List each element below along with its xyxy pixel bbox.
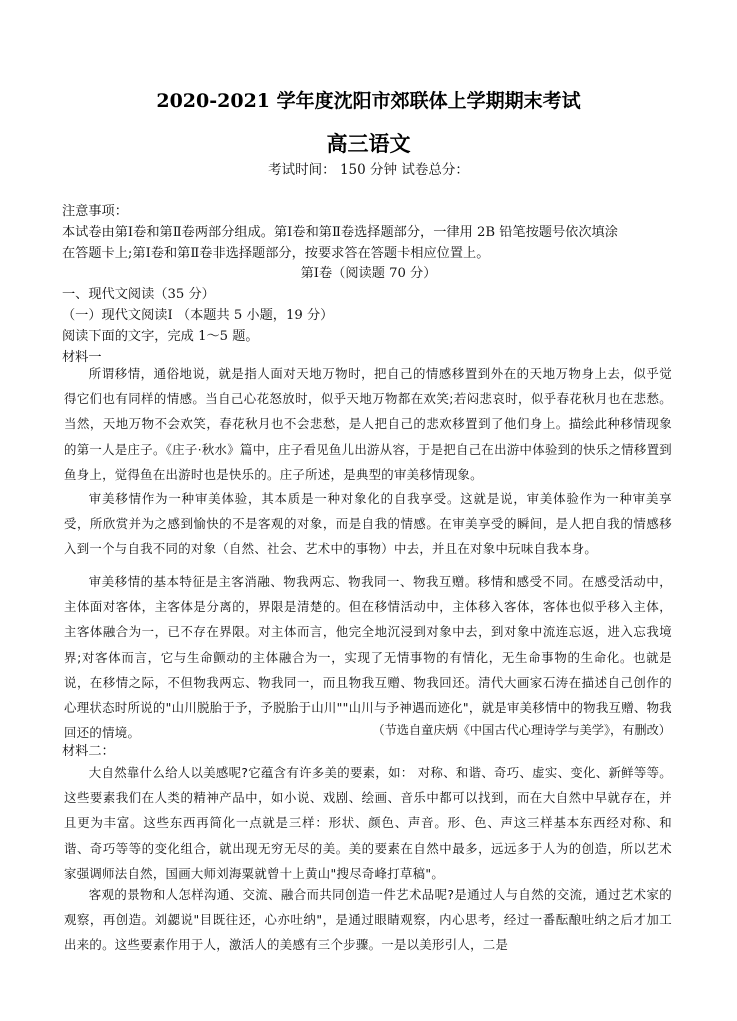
material-1-paragraph-3: 审美移情的基本特征是主客消融、物我两忘、物我同一、物我互赠。移情和感受不同。在感受活动中，主体面对客体，主客体是分离的，界限是清楚的。但在移情活动中，主体移入客体，客体也似乎移入主体，主客体融合为一，已不存在界限。对主体而言，他完全地沉浸到对象中去，到对象中流连忘返，进入忘我境界;对客体而言，它与生命颤动的主体融合为一，实现了无情事物的有情化，无生命事物的生命化。也就是说，在移情之际，不但物我两忘、物我同一，而且物我互赠、物我回还。清代大画家石涛在描述自己创作的心理状态时所说的"山川脱胎于予，予脱胎于山川""山川与予神遇而迹化"，就是审美移情中的物我互赠、物我回还的情境。 — [64, 574, 672, 741]
material-2-paragraph-2: 客观的景物和人怎样沟通、交流、融合而共同创造一件艺术品呢?是通过人与自然的交流，通过艺术家的观察，再创造。刘勰说"目既往还，心亦吐纳"，是通过眼睛观察，内心思考，经过一番酝酿吐纳之后才加工出来的。这些要素作用于人，激活人的美感有三个步骤。一是以美形引人，二是 — [64, 887, 672, 953]
subject-title: 高三语文 — [326, 131, 411, 156]
reading-instruction: 阅读下面的文字，完成 1～5 题。 — [62, 329, 259, 344]
notice-line-1: 本试卷由第Ⅰ卷和第Ⅱ卷两部分组成。第Ⅰ卷和第Ⅱ卷选择题部分，一律用 2B 铅笔按题号依次填涂 — [62, 225, 618, 240]
volume-title: 第Ⅰ卷（阅读题 70 分） — [300, 266, 437, 281]
material-2-label: 材料二： — [62, 744, 115, 759]
material-1-paragraph-1: 所谓移情，通俗地说，就是指人面对天地万物时，把自己的情感移置到外在的天地万物身上去，似乎觉得它们也有同样的情感。当自己心花怒放时，似乎天地万物都在欢笑;若闷悲哀时，似乎春花秋月也在悲愁。当然，天地万物不会欢笑，春花秋月也不会悲愁，是人把自己的悲欢移置到了他们身上。描绘此种移情现象的第一人是庄子。《庄子·秋水》篇中，庄子看见鱼儿出游从容，于是把自己在出游中体验到的快乐之情移置到鱼身上，觉得鱼在出游时也是快乐的。庄子所述，是典型的审美移情现象。 — [64, 366, 672, 482]
section-heading: 一、现代文阅读（35 分） — [62, 287, 215, 302]
exam-title: 2020-2021 学年度沈阳市郊联体上学期期末考试 — [156, 90, 581, 112]
material-1-source: （节选自童庆炳《中国古代心理诗学与美学》，有删改） — [372, 723, 671, 737]
material-1-paragraph-2: 审美移情作为一种审美体验，其本质是一种对象化的自我享受。这就是说，审美体验作为一种审美享受，所欣赏并为之感到愉快的不是客观的对象，而是自我的情感。在审美享受的瞬间，是人把自我的情感移入到一个与自我不同的对象（自然、社会、艺术中的事物）中去，并且在对象中玩味自我本身。 — [64, 491, 672, 557]
notice-heading: 注意事项： — [62, 204, 128, 219]
subsection-heading: （一）现代文阅读Ⅰ （本题共 5 小题，19 分） — [62, 308, 334, 323]
material-2-paragraph-1: 大自然靠什么给人以美感呢?它蕴含有许多美的要素，如： 对称、和谐、奇巧、虚实、变化、新鲜等等。这些要素我们在人类的精神产品中，如小说、戏剧、绘画、音乐中都可以找到，而在大自然中早就存在，并且更为丰富。这些东西再简化一点就是三样：形状、颜色、声音。形、色、声这三样基本东西经对称、和谐、奇巧等等的变化组合，就出现无穷无尽的美。美的要素在自然中最多，远远多于人为的创造，所以艺术家强调师法自然，国画大师刘海粟就曾十上黄山"搜尽奇峰打草稿"。 — [64, 765, 672, 881]
exam-info: 考试时间： 150 分钟 试卷总分： — [268, 162, 469, 178]
material-1-label: 材料一 — [62, 350, 102, 365]
notice-line-2: 在答题卡上;第Ⅰ卷和第Ⅱ卷非选择题部分，按要求答在答题卡相应位置上。 — [62, 246, 490, 261]
